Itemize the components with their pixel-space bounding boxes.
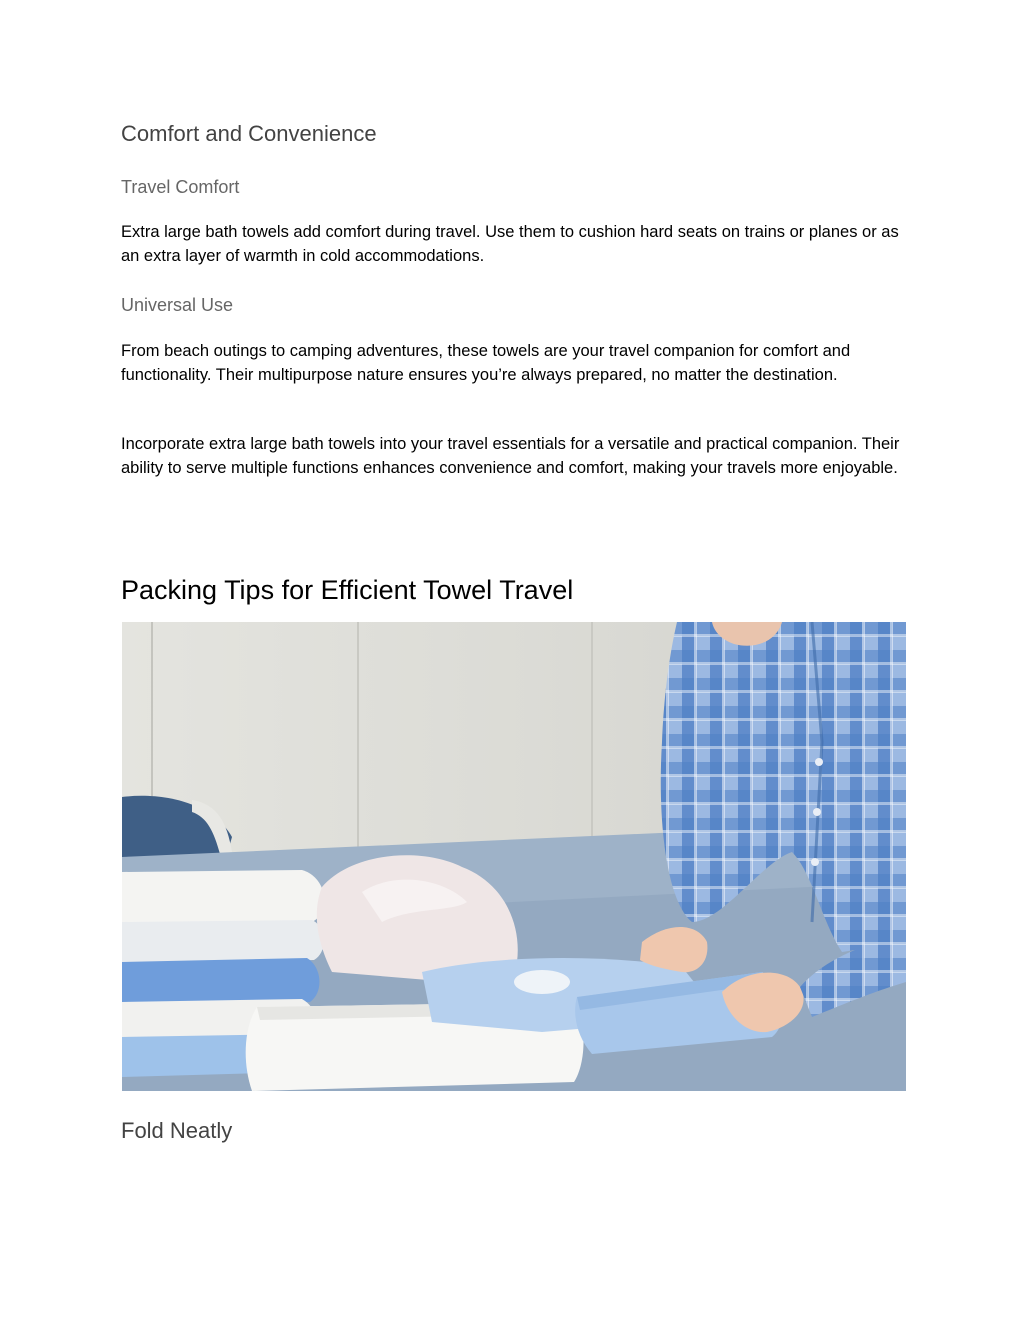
subheading-universal-use: Universal Use xyxy=(121,295,234,315)
section-heading-comfort: Comfort and Convenience xyxy=(121,121,377,146)
paragraph-closing: Incorporate extra large bath towels into your travel essentials for a versatile and practical companion. Their ability to serve multiple functions enhances convenience and comfort, making your travels more enjoyable. xyxy=(121,435,900,478)
paragraph-travel-comfort: Extra large bath towels add comfort during travel. Use them to cushion hard seats on trains or planes or as an extra layer of warmth in cold accommodations. xyxy=(121,223,899,266)
paragraph-universal-use: From beach outings to camping adventures, these towels are your travel companion for comfort and functionality. Their multipurpose nature ensures you’re always prepared, no matter the destination. xyxy=(121,342,851,385)
subheading-fold-neatly: Fold Neatly xyxy=(121,1118,233,1143)
towel-folding-photo xyxy=(122,622,906,1091)
subheading-travel-comfort: Travel Comfort xyxy=(121,177,240,197)
section-heading-packing-tips: Packing Tips for Efficient Towel Travel xyxy=(121,575,574,605)
photo-illustration xyxy=(122,622,906,1091)
